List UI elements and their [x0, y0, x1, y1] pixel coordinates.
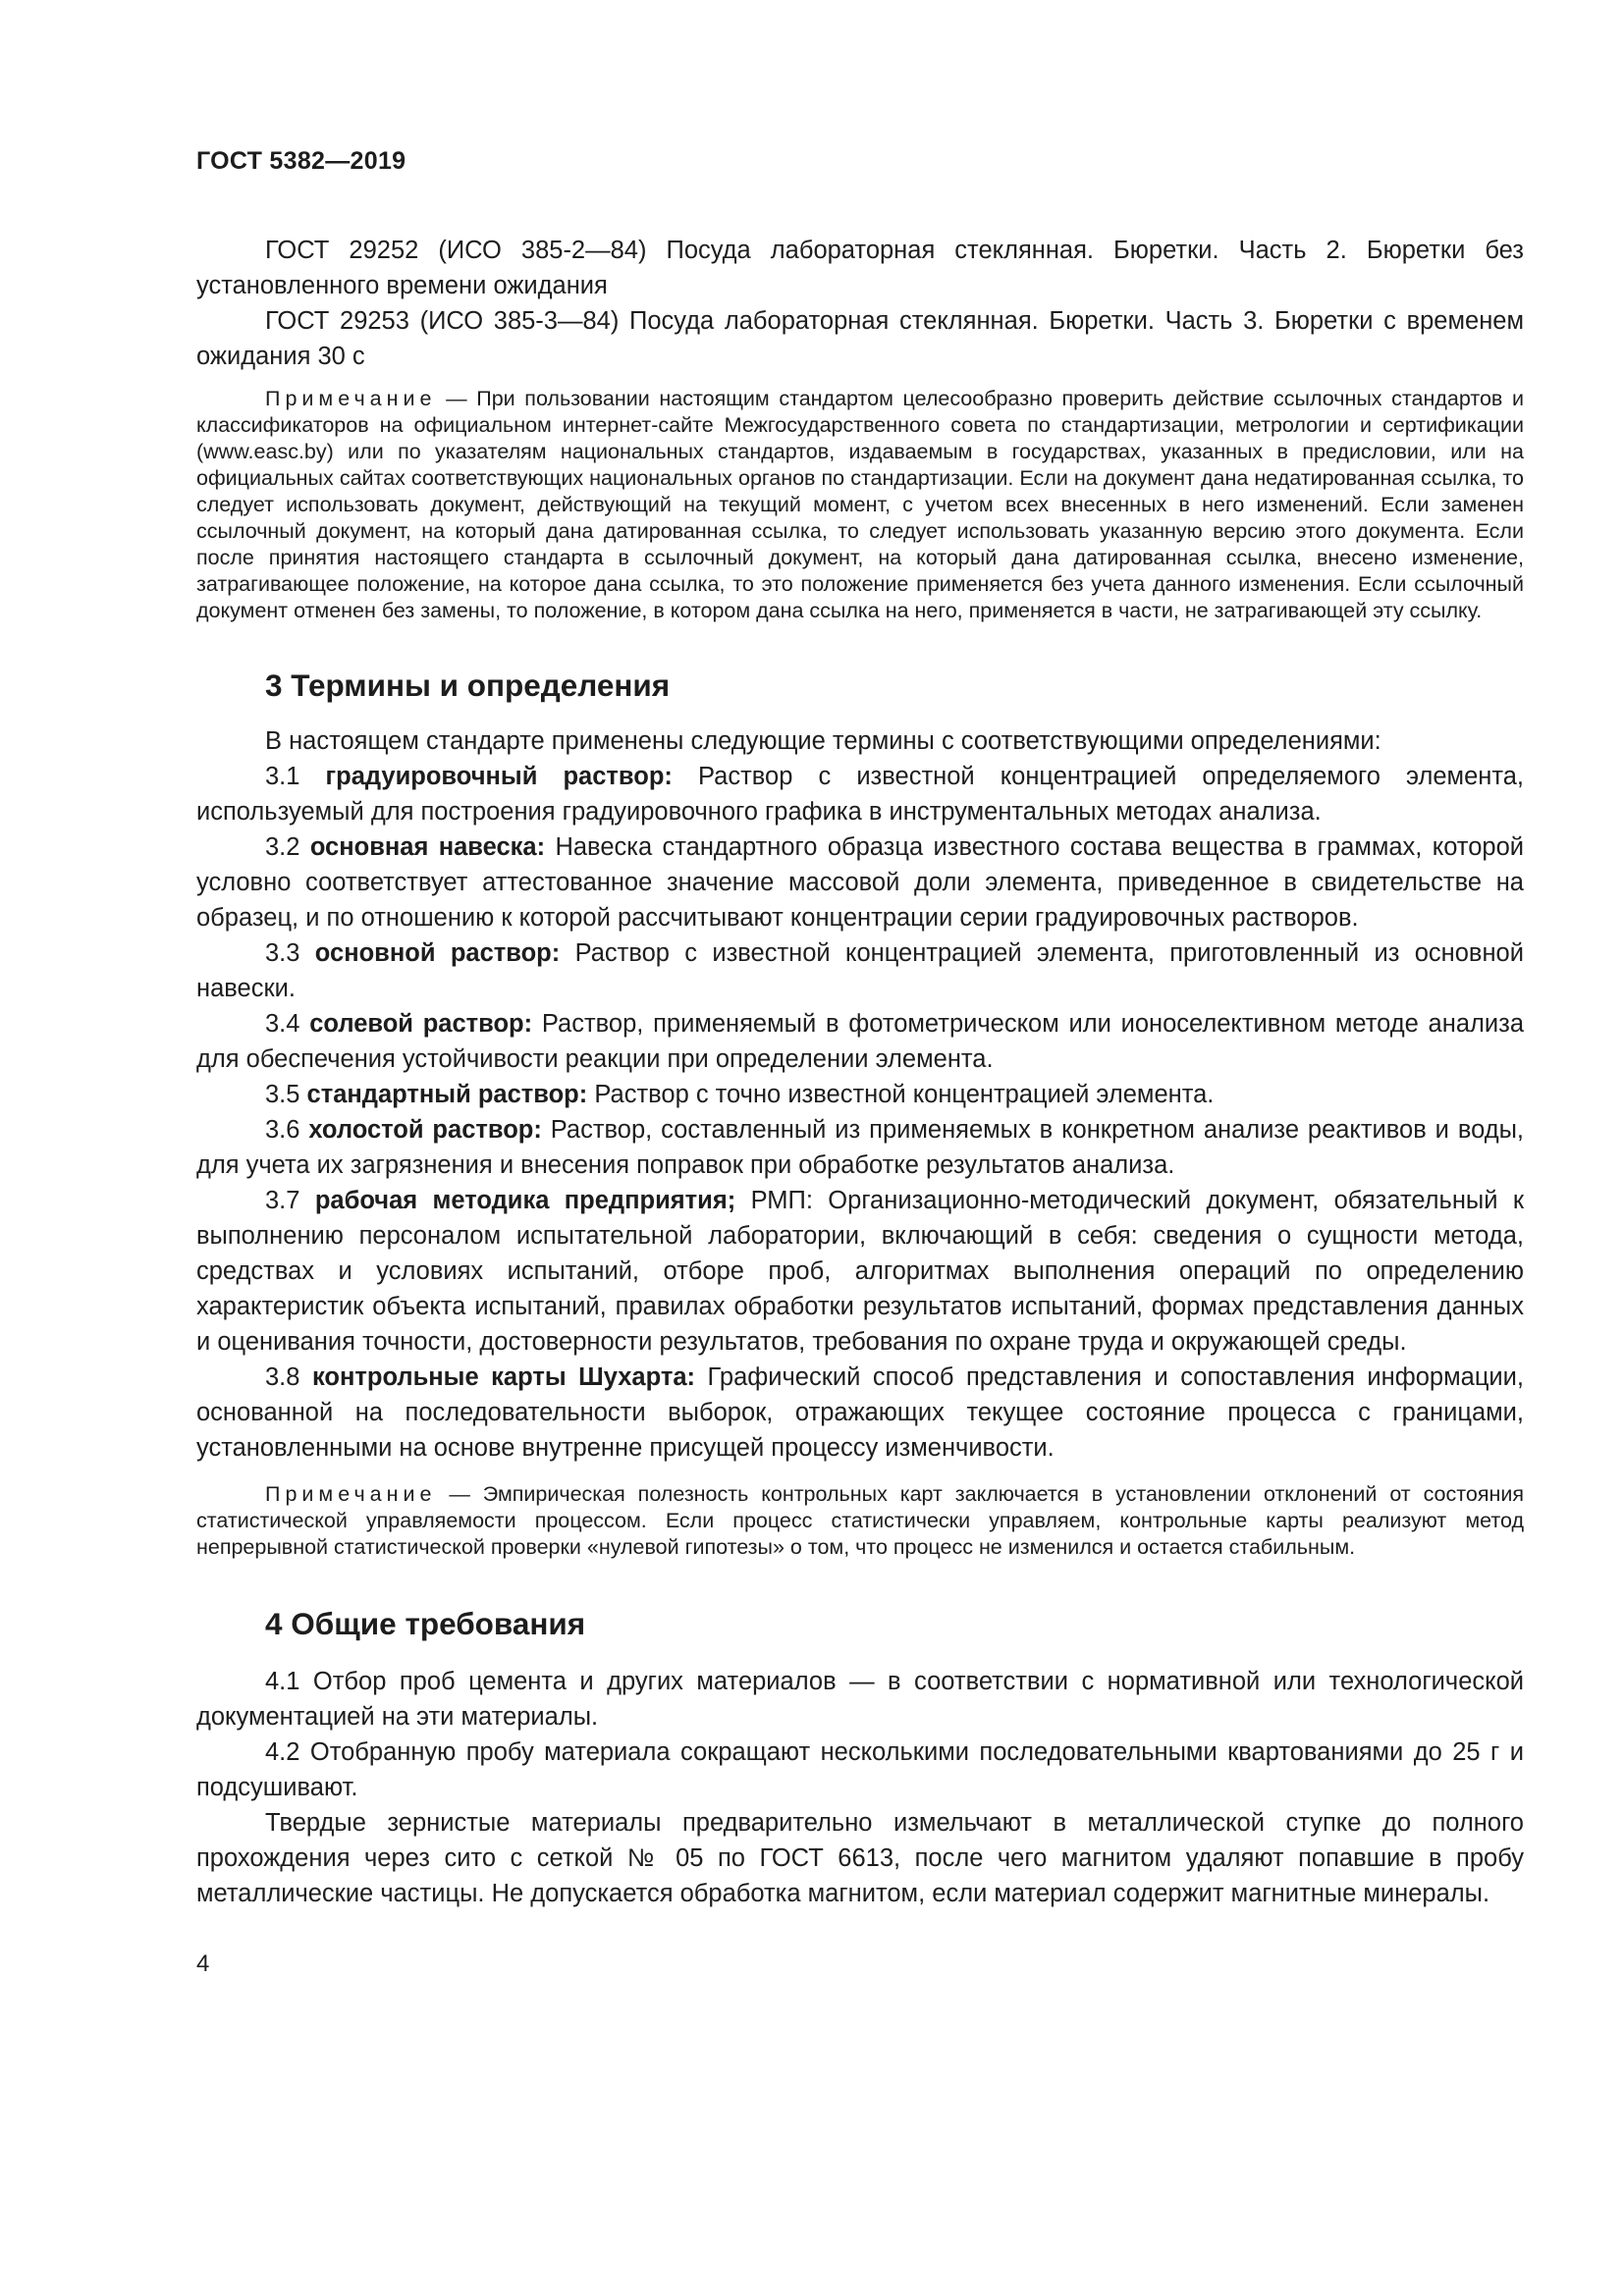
reference-item: ГОСТ 29252 (ИСО 385-2—84) Посуда лабораторная стеклянная. Бюретки. Часть 2. Бюретки без установленного времени ожидания [196, 237, 1524, 299]
term-definition: 3.6 холостой раствор: Раствор, составленный из применяемых в конкретном анализе реактивов и воды, для учета их загрязнения и внесения поправок при обработке результатов анализа. [196, 1116, 1524, 1179]
note-block [196, 1481, 1524, 1561]
paragraph: 4.1 Отбор проб цемента и других материалов — в соответствии с нормативной или технологической документацией на эти материалы. [196, 1668, 1524, 1731]
term-definition: 3.5 стандартный раствор: Раствор с точно известной концентрацией элемента. [265, 1081, 1215, 1108]
section-intro: В настоящем стандарте применены следующие термины с соответствующими определениями: [265, 727, 1381, 755]
document-page [196, 147, 1524, 1978]
term-definition: 3.3 основной раствор: Раствор с известной концентрацией элемента, приготовленный из основной навески. [196, 939, 1524, 1002]
page-number: 4 [196, 1950, 210, 1977]
note-label: Примечание [265, 1482, 437, 1506]
paragraph: 4.2 Отобранную пробу материала сокращают несколькими последовательными квартованиями до 25 г и подсушивают. [196, 1738, 1524, 1801]
section-heading: 4 Общие требования [265, 1606, 586, 1641]
note-block [196, 386, 1524, 624]
term-name: основная навеска: [309, 833, 546, 861]
term-name: рабочая методика предприятия; [314, 1187, 736, 1214]
reference-item: ГОСТ 29253 (ИСО 385-3—84) Посуда лабораторная стеклянная. Бюретки. Часть 3. Бюретки с временем ожидания 30 с [196, 307, 1524, 370]
term-name: контрольные карты Шухарта: [311, 1363, 696, 1391]
term-definition: 3.4 солевой раствор: Раствор, применяемый в фотометрическом или ионоселективном методе анализа для обеспечения устойчивости реакции при определении элемента. [196, 1010, 1524, 1073]
term-definition: 3.2 основная навеска: Навеска стандартного образца известного состава вещества в граммах, которой условно соответствует аттестованное значение массовой доли элемента, приведенное в свидетельстве на образец, и по отношению к которой рассчитывают концентрации серии градуировочных растворов. [196, 833, 1524, 932]
note-text: — Эмпирическая полезность контрольных карт заключается в установлении отклонений от состояния статистической управляемости процессом. Если процесс статистически управляем, контрольные карты реализуют метод непрерывной статистической проверки «нулевой гипотезы» о том, что процесс не изменился и остается стабильным. [196, 1482, 1524, 1559]
note-label: Примечание [265, 387, 437, 410]
term-definition: 3.1 градуировочный раствор: Раствор с известной концентрацией определяемого элемента, используемый для построения градуировочного графика в инструментальных методах анализа. [196, 763, 1524, 826]
term-name: солевой раствор: [309, 1010, 533, 1038]
paragraph: Твердые зернистые материалы предварительно измельчают в металлической ступке до полного прохождения через сито с сеткой № 05 по ГОСТ 6613, после чего магнитом удаляют попавшие в пробу металлические частицы. Не допускается обработка магнитом, если материал содержит магнитные минералы. [196, 1809, 1524, 1907]
term-name: основной раствор: [314, 939, 561, 967]
term-name: стандартный раствор: [306, 1081, 588, 1108]
section-heading: 3 Термины и определения [265, 667, 671, 703]
note-text: — При пользовании настоящим стандартом целесообразно проверить действие ссылочных стандартов и классификаторов на официальном интернет-сайте Межгосударственного совета по стандартизации, метрологии и сертификации (www.easc.by) или по указателям национальных стандартов, издаваемым в государствах, указанных в предисловии, или на официальных сайтах соответствующих национальных органов по стандартизации. Если на документ дана недатированная ссылка, то следует использовать документ, действующий на текущий момент, с учетом всех внесенных в него изменений. Если заменен ссылочный документ, на который дана датированная ссылка, то следует использовать указанную версию этого документа. Если после принятия настоящего стандарта в ссылочный документ, на который дана датированная ссылка, внесено изменение, затрагивающее положение, на которое дана ссылка, то это положение применяется без учета данного изменения. Если ссылочный документ отменен без замены, то положение, в котором дана ссылка на него, применяется в части, не затрагивающей эту ссылку. [196, 387, 1524, 622]
document-header: ГОСТ 5382—2019 [196, 147, 406, 175]
term-name: холостой раствор: [308, 1116, 542, 1144]
term-name: градуировочный раствор: [325, 763, 673, 790]
term-definition: 3.8 контрольные карты Шухарта: Графический способ представления и сопоставления информации, основанной на последовательности выборок, отражающих текущее состояние процесса с границами, установленными на основе внутренне присущей процессу изменчивости. [196, 1363, 1524, 1462]
term-definition: 3.7 рабочая методика предприятия; РМП: Организационно-методический документ, обязательный к выполнению персоналом испытательной лаборатории, включающий в себя: сведения о сущности метода, средствах и условиях испытаний, отборе проб, алгоритмах выполнения операций по определению характеристик объекта испытаний, правилах обработки результатов испытаний, формах представления данных и оценивания точности, достоверности результатов, требования по охране труда и окружающей среды. [196, 1187, 1525, 1356]
